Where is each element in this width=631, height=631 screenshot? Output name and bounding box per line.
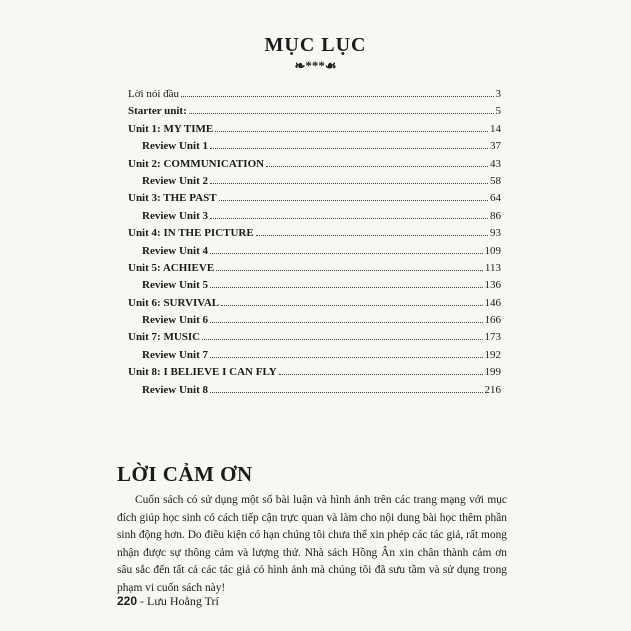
toc-leader-dots bbox=[210, 173, 488, 184]
toc-entry-page: 58 bbox=[490, 174, 501, 187]
toc-entry bbox=[128, 329, 501, 346]
toc-leader-dots bbox=[202, 329, 482, 340]
toc-entry-label: Starter unit: bbox=[128, 105, 187, 118]
toc-entry-page: 136 bbox=[484, 279, 501, 292]
toc-review-entry bbox=[128, 312, 501, 329]
toc-entry-label: Review Unit 6 bbox=[142, 314, 208, 327]
toc-entry-page: 113 bbox=[484, 261, 501, 274]
toc-entry-label: Unit 5: ACHIEVE bbox=[128, 261, 215, 274]
toc-entry-page: 109 bbox=[484, 244, 501, 257]
toc-leader-dots bbox=[210, 208, 488, 219]
toc-entry bbox=[128, 364, 501, 381]
toc-entry-label: Review Unit 4 bbox=[142, 244, 208, 257]
toc-entry-label: Review Unit 2 bbox=[142, 174, 208, 187]
toc-entry bbox=[128, 190, 501, 207]
toc-entry-label: Unit 6: SURVIVAL bbox=[128, 296, 220, 309]
toc-entry bbox=[128, 86, 501, 103]
page-number: 220 bbox=[117, 594, 138, 608]
toc-review-entry bbox=[128, 382, 501, 399]
toc-leader-dots bbox=[210, 382, 483, 393]
toc-entry-page: 216 bbox=[484, 383, 501, 396]
toc-entry-page: 14 bbox=[490, 122, 501, 135]
toc-leader-dots bbox=[266, 156, 488, 167]
toc-review-entry bbox=[128, 138, 501, 155]
toc-entry-page: 93 bbox=[490, 227, 501, 240]
toc-leader-dots bbox=[210, 138, 488, 149]
toc-review-entry bbox=[128, 277, 501, 294]
toc-leader-dots bbox=[256, 225, 488, 236]
toc-leader-dots bbox=[181, 86, 493, 97]
toc-entry-label: Review Unit 5 bbox=[142, 279, 208, 292]
toc-entry-label: Unit 1: MY TIME bbox=[128, 122, 214, 135]
toc-leader-dots bbox=[279, 364, 483, 375]
toc-entry-label: Review Unit 1 bbox=[142, 140, 208, 153]
footer-author: - Lưu Hoằng Trí bbox=[140, 594, 219, 608]
toc-entry-page: 37 bbox=[490, 140, 501, 153]
toc-entry-page: 192 bbox=[484, 348, 501, 361]
toc-entry bbox=[128, 260, 501, 277]
toc-entry-label: Unit 2: COMMUNICATION bbox=[128, 157, 265, 170]
toc-review-entry bbox=[128, 208, 501, 225]
toc-leader-dots bbox=[210, 277, 483, 288]
toc-entry-label: Unit 3: THE PAST bbox=[128, 192, 217, 205]
toc-entry-page: 199 bbox=[484, 366, 501, 379]
toc-entry bbox=[128, 156, 501, 173]
toc-entry-page: 64 bbox=[490, 192, 501, 205]
toc-leader-dots bbox=[189, 103, 494, 114]
toc-entry-label: Lời nói đầu bbox=[128, 88, 180, 100]
acknowledgement-paragraph: Cuốn sách có sử dụng một số bài luận và hình ảnh trên các trang mạng với mục đích giúp học sinh có cách tiếp cận trực quan và làm cho nội dung bài học thêm phần sinh động hơn. Do điều kiện có hạn chúng tôi chưa thể xin phép các tác giả, rất mong nhận được sự thông cảm và lượng thứ. Nhà sách Hồng Ân xin chân thành cảm ơn sâu sắc đến tất cả các tác giả có hình ảnh mà chúng tôi đã sưu tầm và sử dụng trong phạm vi cuốn sách này! bbox=[117, 494, 507, 594]
toc-review-entry bbox=[128, 243, 501, 260]
toc-leader-dots bbox=[221, 295, 482, 306]
toc-entry-page: 173 bbox=[484, 331, 501, 344]
toc-entry-page: 166 bbox=[484, 314, 501, 327]
toc-leader-dots bbox=[216, 260, 483, 271]
toc-review-entry bbox=[128, 347, 501, 364]
acknowledgement-body bbox=[117, 492, 507, 597]
toc-leader-dots bbox=[219, 190, 488, 201]
toc-entry-page: 43 bbox=[490, 157, 501, 170]
toc-leader-dots bbox=[215, 121, 488, 132]
title-ornament: ❧***☙ bbox=[294, 58, 337, 73]
table-of-contents bbox=[128, 86, 501, 399]
toc-leader-dots bbox=[210, 347, 483, 358]
toc-entry-label: Unit 8: I BELIEVE I CAN FLY bbox=[128, 366, 277, 379]
toc-entry-label: Review Unit 7 bbox=[142, 348, 208, 361]
toc-leader-dots bbox=[210, 243, 483, 254]
toc-entry-label: Review Unit 3 bbox=[142, 209, 208, 222]
toc-entry-page: 86 bbox=[490, 209, 501, 222]
toc-entry bbox=[128, 103, 501, 120]
toc-entry-label: Unit 7: MUSIC bbox=[128, 331, 201, 344]
page-title: MỤC LỤC bbox=[264, 34, 367, 56]
acknowledgement-title: LỜI CẢM ƠN bbox=[117, 462, 253, 486]
toc-entry bbox=[128, 225, 501, 242]
toc-entry-label: Review Unit 8 bbox=[142, 383, 208, 396]
toc-entry-page: 146 bbox=[484, 296, 501, 309]
toc-entry bbox=[128, 295, 501, 312]
page-footer bbox=[117, 594, 219, 609]
toc-entry-label: Unit 4: IN THE PICTURE bbox=[128, 227, 254, 240]
toc-review-entry bbox=[128, 173, 501, 190]
toc-entry-page: 5 bbox=[495, 105, 501, 118]
toc-entry bbox=[128, 121, 501, 138]
toc-leader-dots bbox=[210, 312, 483, 323]
toc-entry-page: 3 bbox=[495, 88, 501, 100]
